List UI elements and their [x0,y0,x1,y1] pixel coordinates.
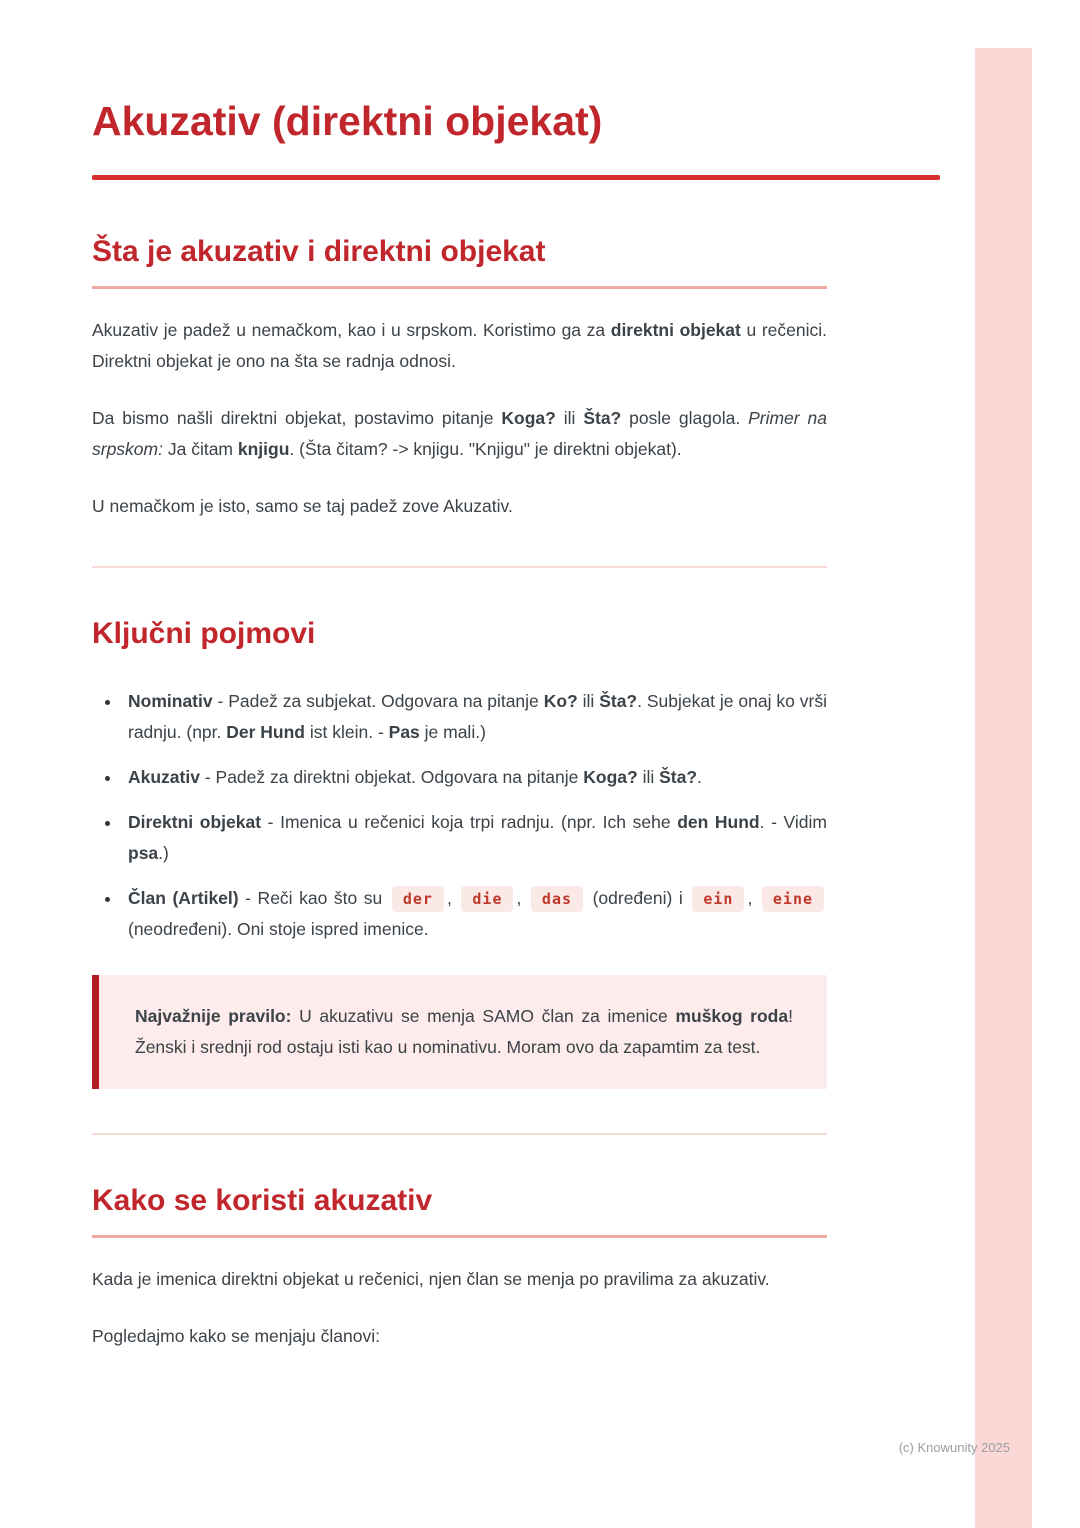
text-run: U akuzativu se menja SAMO član za imenice [291,1006,676,1027]
section-heading-sta-je-akuzativ: Šta je akuzativ i direktni objekat [92,234,827,289]
bold-text: Šta? [583,408,622,429]
text-run: Akuzativ je padež u nemačkom, kao i u srpskom. Koristimo ga za [92,320,611,341]
text-run: . Subjekat je onaj ko vrši radnju. (npr. [128,691,827,743]
text-run: u rečenici. Direktni objekat je ono na šta se radnja odnosi. [92,320,827,372]
bold-text: Najvažnije pravilo: [135,1006,292,1027]
list-item [122,686,827,748]
bold-text: knjigu [237,439,290,460]
text-run: ! Ženski i srednji rod ostaju isti kao u nominativu. Moram ovo da zapamtim za test. [135,1006,793,1058]
section-heading-kako-se-koristi: Kako se koristi akuzativ [92,1183,827,1238]
list-item [122,762,827,793]
bold-text: Šta? [659,767,698,788]
italic-text: Primer na srpskom: [92,408,827,460]
inline-code: eine [762,886,824,912]
bold-text: Član (Artikel) [128,888,239,909]
text-run: je mali.) [419,722,486,743]
text-run: Kada je imenica direktni objekat u rečenici, njen član se menja po pravilima za akuzativ. [92,1269,770,1290]
inline-code: die [461,886,513,912]
inline-code: ein [692,886,744,912]
text-run: posle glagola. [621,408,749,429]
bold-text: Šta? [599,691,638,712]
key-terms-list [92,686,827,945]
text-run: ili [637,767,660,788]
text-run: ili [577,691,600,712]
text-run: Pogledajmo kako se menjaju članovi: [92,1326,380,1347]
paragraph [92,315,827,377]
inline-code: der [392,886,444,912]
bold-text: Nominativ [128,691,213,712]
bold-text: Ko? [543,691,578,712]
callout-note [92,975,827,1089]
section-divider [92,566,827,568]
text-run: Da bismo našli direktni objekat, postavimo pitanje [92,408,502,429]
text-run: ili [555,408,584,429]
bold-text: Pas [388,722,420,743]
text-run: ist klein. - [305,722,389,743]
text-run: U nemačkom je isto, samo se taj padež zove Akuzativ. [92,496,513,517]
side-accent-stripe [975,48,1032,1528]
watermark: (c) Knowunity 2025 [898,1440,1010,1455]
text-run: , [446,888,459,909]
bold-text: Koga? [583,767,638,788]
text-run: - Imenica u rečenici koja trpi radnju. (npr. Ich sehe [261,812,678,833]
bold-text: Koga? [501,408,556,429]
paragraph [92,1264,827,1295]
title-rule [92,175,940,180]
text-run: - Padež za subjekat. Odgovara na pitanje [212,691,544,712]
paragraph [92,1321,827,1352]
section-heading-kljucni-pojmovi: Ključni pojmovi [92,617,316,651]
text-run: . - Vidim [759,812,827,833]
text-run: - Reči kao što su [238,888,389,909]
page-title: Akuzativ (direktni objekat) [92,98,603,144]
list-item [122,807,827,869]
bold-text: den Hund [677,812,760,833]
text-run: (određeni) i [586,888,690,909]
text-run: .) [158,843,169,864]
text-run: , [516,888,528,909]
callout-text [135,1001,793,1063]
paragraph [92,403,827,465]
text-run: . [697,767,702,788]
text-run: , [747,888,759,909]
section-divider [92,1133,827,1135]
text-run: - Padež za direktni objekat. Odgovara na pitanje [199,767,584,788]
bold-text: Direktni objekat [128,812,262,833]
paragraph [92,491,827,522]
text-run: . (Šta čitam? -> knjigu. "Knjigu" je direktni objekat). [289,439,682,460]
bold-text: muškog roda [675,1006,789,1027]
bold-text: Akuzativ [128,767,200,788]
text-run: Ja čitam [162,439,238,460]
bold-text: direktni objekat [610,320,741,341]
inline-code: das [531,886,583,912]
list-item [122,883,827,945]
document-body [92,0,827,1352]
bold-text: Der Hund [226,722,305,743]
text-run: (neodređeni). Oni stoje ispred imenice. [128,919,429,940]
bold-text: psa [128,843,159,864]
